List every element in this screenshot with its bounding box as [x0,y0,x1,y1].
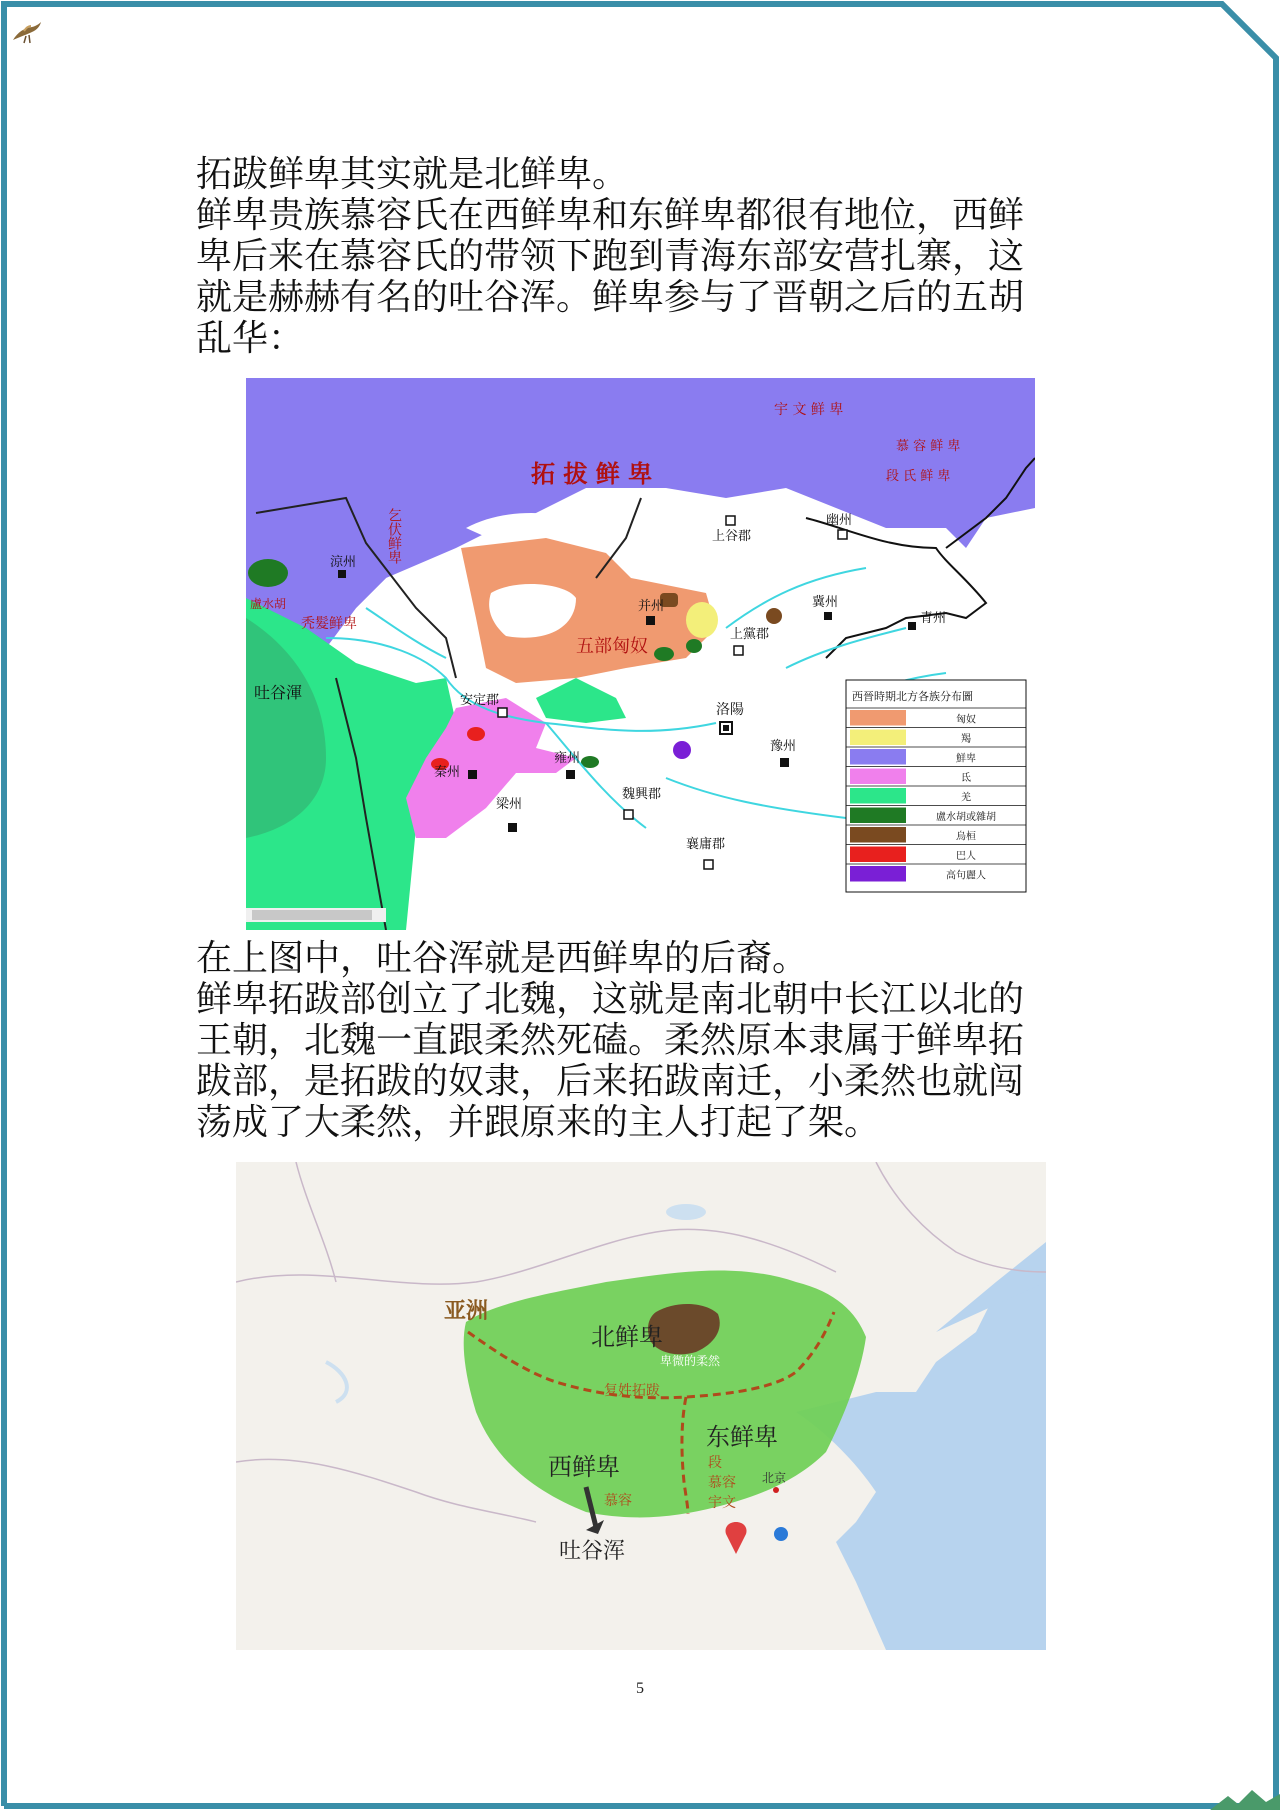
place-yongzhou: 雍州 [554,751,581,766]
text-line: 在上图中，吐谷浑就是西鲜卑的后裔。 [196,938,809,979]
label-asia: 亚洲 [444,1299,489,1324]
place-jizhou: 冀州 [812,595,839,610]
text-line: 王朝，北魏一直跟柔然死磕。柔然原本隶属于鲜卑拓 [196,1020,1025,1061]
place-shangdangjun: 上黨郡 [730,627,770,642]
place-liangzhou: 涼州 [330,555,357,570]
label-tuoba: 拓 拔 鲜 卑 [531,460,653,488]
label-yuwen: 宇 文 鲜 卑 [774,402,844,418]
map-legend [846,680,1026,892]
label-rouran: 卑微的柔然 [660,1354,721,1368]
text-line: 就是赫赫有名的吐谷浑。鲜卑参与了晋朝之后的五胡 [196,277,1025,318]
label-duan: 段 氏 鲜 卑 [886,469,951,484]
text-line: 荡成了大柔然，并跟原来的主人打起了架。 [196,1102,881,1143]
label-wubu: 五部匈奴 [576,636,648,657]
legend-label: 巴人 [956,851,976,862]
text-line: 跋部，是拓跋的奴隶，后来拓跋南迁，小柔然也就闯 [196,1061,1025,1102]
label-east-yuwen: 宇文 [708,1495,736,1511]
legend-swatch [850,847,906,863]
page-number: 5 [636,1680,644,1697]
label-qifu: 乞伏鲜卑 [386,508,402,564]
label-north-xianbei: 北鲜卑 [591,1323,663,1351]
legend-swatch [850,827,906,843]
legend-swatch [850,788,906,804]
rouran-paragraph [196,938,1086,1143]
label-lushui: 盧水胡 [250,597,287,611]
place-bingzhou: 并州 [638,599,665,614]
text-line: 鲜卑贵族慕容氏在西鲜卑和东鲜卑都很有地位，西鲜 [196,195,1025,236]
legend-label: 高句麗人 [946,870,986,882]
legend-label: 盧水胡或雜胡 [936,812,996,823]
legend-label: 羌 [961,792,971,804]
label-east-xianbei: 东鲜卑 [706,1423,778,1451]
legend-label: 匈奴 [956,714,976,726]
label-tufa: 秃髮鲜卑 [301,616,357,632]
label-beijing: 北京 [762,1471,787,1485]
legend-title: 西晉時期北方各族分布圖 [852,690,973,703]
legend-swatch [850,710,906,726]
label-tuyuhun: 吐谷浑 [559,1539,626,1564]
label-west-xianbei: 西鲜卑 [548,1453,620,1481]
label-tuyuhun: 吐谷渾 [254,683,303,702]
legend-swatch [850,749,906,765]
place-qinzhou: 秦州 [434,765,461,780]
legend-label: 羯 [961,734,971,745]
place-liangzhou2: 梁州 [496,797,523,812]
place-luoyang: 洛陽 [716,702,744,718]
label-east-murong: 慕容 [708,1475,736,1491]
place-xiangyangjun: 襄庸郡 [686,837,726,852]
place-qingzhou: 青州 [920,611,947,626]
text-line: 拓跋鲜卑其实就是北鲜卑。 [196,154,629,195]
label-tuoba-clan: 复姓拓跋 [604,1383,660,1399]
place-youzhou: 幽州 [826,513,853,528]
legend-label: 烏桓 [956,831,976,843]
place-weixingjun: 魏興郡 [622,787,662,802]
location-dot-icon [774,1527,788,1541]
western-jin-ethnic-map [246,378,1035,930]
legend-swatch [850,866,906,882]
corner-mountain-icon [1210,1786,1280,1810]
text-line: 鲜卑拓跋部创立了北魏，这就是南北朝中长江以北的 [196,979,1025,1020]
label-east-duan: 段 [708,1455,722,1471]
label-west-murong: 慕容 [604,1493,632,1509]
legend-swatch [850,769,906,785]
intro-paragraph [196,154,1086,359]
place-shanggujun: 上谷郡 [712,529,752,544]
text-line: 卑后来在慕容氏的带领下跑到青海东部安营扎寨，这 [196,236,1025,277]
legend-swatch [850,730,906,746]
place-andingjun: 安定郡 [460,693,500,708]
label-murong: 慕 容 鲜 卑 [896,439,961,454]
legend-swatch [850,808,906,824]
legend-label: 氐 [961,773,971,784]
bird-logo-icon [10,16,44,46]
text-line: 乱华： [196,318,305,359]
xianbei-divisions-map [236,1162,1046,1650]
legend-label: 鮮卑 [956,753,976,765]
place-yuzhou: 豫州 [770,739,797,754]
